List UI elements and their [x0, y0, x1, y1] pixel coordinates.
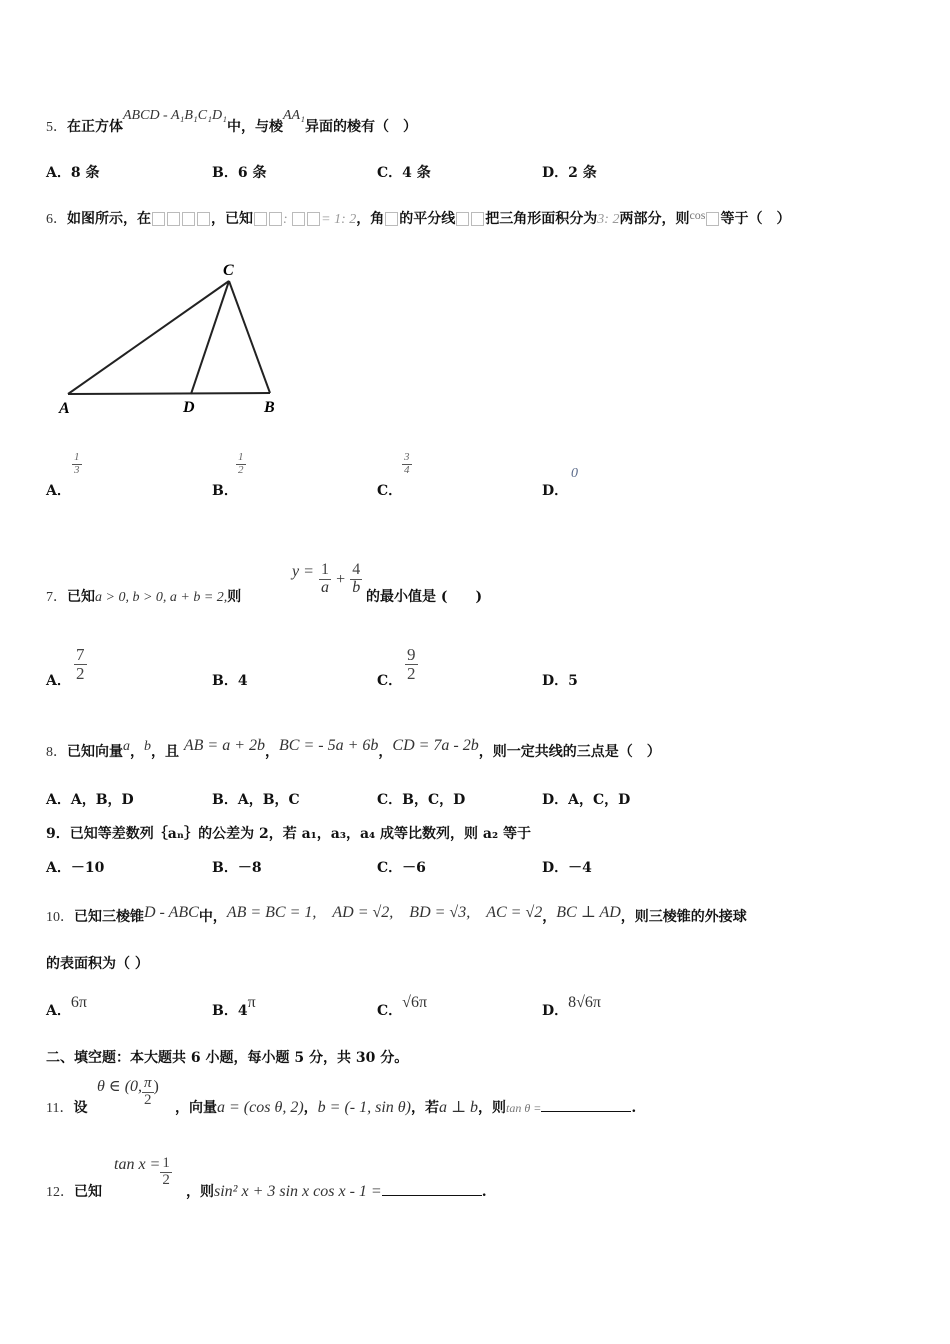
q6-option-d-value: 0	[571, 466, 578, 481]
section-2-heading: 二、填空题：本大题共 6 小题，每小题 5 分，共 30 分。	[46, 1050, 409, 1066]
q7-option-a-fraction: $\frac{7}{2}$	[76, 645, 85, 683]
label-d: D	[183, 399, 195, 416]
segment-cd	[191, 281, 229, 394]
label-a: A	[59, 400, 70, 417]
q10-option-a[interactable]: A．6π	[46, 994, 87, 1019]
q6-option-c-fraction: $\frac{3}{4}$	[404, 451, 410, 476]
q8-option-d[interactable]: D．A，C，D	[542, 792, 631, 808]
q7-stem: 7．已知a > 0, b > 0, a + b = 2,则	[46, 589, 242, 605]
segment-ab	[68, 393, 270, 394]
q8-stem: 8．已知向量a，b，且 AB = a + 2b，BC = - 5a + 6b，CD = 7a - 2b，则一定共线的三点是（ ）	[46, 737, 661, 760]
q8-option-c[interactable]: C．B，C，D	[377, 792, 466, 808]
q11-answer-blank[interactable]	[541, 1099, 631, 1112]
q5-option-d[interactable]: D．2 条	[542, 165, 597, 181]
q9-option-c[interactable]: C．－6	[377, 860, 426, 876]
triangle-figure	[50, 255, 290, 430]
q9-option-a[interactable]: A．－10	[46, 860, 105, 876]
q12-stem-rest: ，则sin² x + 3 sin x cos x - 1 = .	[186, 1183, 487, 1200]
q7-option-c[interactable]: C．	[377, 673, 403, 689]
q5-stem: 5．在正方体ABCD - A₁B₁C₁D₁中，与棱AA₁异面的棱有（ ）	[46, 108, 417, 135]
q5-option-c[interactable]: C．4 条	[377, 165, 431, 181]
q10-stem-line2: 的表面积为（ ）	[46, 956, 149, 972]
q7-option-a[interactable]: A．	[46, 673, 71, 689]
q9-option-b[interactable]: B．－8	[212, 860, 262, 876]
q7-option-c-fraction: $\frac{9}{2}$	[407, 645, 416, 683]
q8-option-b[interactable]: B．A，B，C	[212, 792, 300, 808]
q6-stem: 6．如图所示，在 ，已知 : = 1: 2，角 的平分线 把三角形面积分为3: 2两部分，则cos 等于（ ）	[46, 208, 791, 227]
label-c: C	[223, 262, 234, 279]
q11-stem-rest: ，向量a = (cos θ, 2)，b = (- 1, sin θ)，若a ⊥ b，则tan θ = .	[175, 1099, 637, 1116]
segment-cb	[229, 281, 270, 393]
q12-answer-blank[interactable]	[382, 1183, 482, 1196]
q11-stem: 11．设	[46, 1100, 88, 1116]
q9-stem: 9．已知等差数列｛aₙ｝的公差为 2，若 a₁，a₃，a₄ 成等比数列，则 a₂ 等于	[46, 826, 532, 842]
q9-option-d[interactable]: D．－4	[542, 860, 592, 876]
q6-option-b[interactable]: B．	[212, 483, 238, 499]
q10-option-d[interactable]: D．8√6π	[542, 994, 601, 1019]
q7-option-d[interactable]: D．5	[542, 673, 578, 689]
q5-option-b[interactable]: B．6 条	[212, 165, 267, 181]
segment-ac	[68, 281, 229, 394]
q6-option-c[interactable]: C．	[377, 483, 403, 499]
q11-range: θ ∈ (0, $\frac{\pi}{2}$ )	[97, 1075, 159, 1108]
q5-option-a[interactable]: A．8 条	[46, 165, 100, 181]
q12-stem: 12．已知	[46, 1184, 102, 1200]
q8-option-a[interactable]: A．A，B，D	[46, 792, 134, 808]
q10-stem: 10．已知三棱锥D - ABC中，AB = BC = 1, AD = √2, BD = √3, AC = √2，BC ⊥ AD，则三棱锥的外接球	[46, 904, 747, 925]
q6-option-d[interactable]: D．	[542, 483, 569, 499]
q10-option-c[interactable]: C．√6π	[377, 994, 428, 1019]
q12-given: tan x = $\frac{1}{2}$	[114, 1155, 170, 1188]
q10-option-b[interactable]: B．4π	[212, 994, 256, 1019]
q6-option-b-fraction: $\frac{1}{2}$	[238, 451, 244, 476]
label-b: B	[264, 399, 275, 416]
q5-number: 5．	[46, 120, 67, 135]
q6-option-a[interactable]: A．	[46, 483, 71, 499]
q7-option-b[interactable]: B．4	[212, 673, 248, 689]
q6-option-a-fraction: $\frac{1}{3}$	[74, 451, 80, 476]
q7-expression: y = $\frac{1}{a}$ + $\frac{4}{b}$	[292, 561, 361, 596]
